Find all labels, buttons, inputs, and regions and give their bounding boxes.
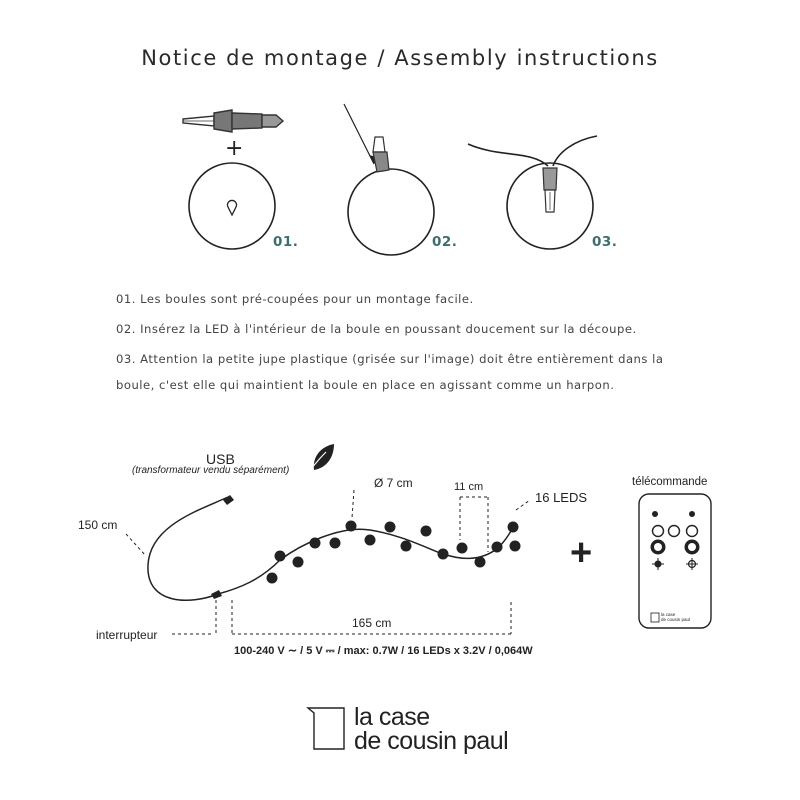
arrow-icon <box>344 104 374 164</box>
led-8 <box>385 522 396 533</box>
spacing-label: 11 cm <box>454 481 484 493</box>
led-4 <box>310 538 321 549</box>
remote-label: télécommande <box>632 476 708 488</box>
led-inside-icon <box>543 168 557 212</box>
usb-label: USB <box>206 451 235 467</box>
led-plug-icon <box>183 110 283 132</box>
brand-logo-icon <box>308 708 344 749</box>
led-10 <box>421 526 432 537</box>
diameter-leader <box>352 490 354 518</box>
led-9 <box>401 541 412 552</box>
brand-line-1: la case <box>354 703 430 731</box>
remote-logo-line1: la case <box>661 612 676 617</box>
diameter-label: Ø 7 cm <box>374 476 413 490</box>
switch-icon <box>211 590 222 599</box>
instruction-1: 01. Les boules sont pré-coupées pour un montage facile. <box>116 292 474 306</box>
leaf-icon <box>305 444 334 478</box>
led-1 <box>267 573 278 584</box>
usb-note: (transformateur vendu séparément) <box>132 465 290 476</box>
led-15 <box>508 522 519 533</box>
led-3 <box>293 557 304 568</box>
remote-logo <box>661 612 690 622</box>
specs-label: 100-240 V ∼ / 5 V ⎓ / max: 0.7W / 16 LEDs x 3.2V / 0,064W <box>234 645 533 657</box>
switch-label: interrupteur <box>96 628 158 642</box>
led-11 <box>438 549 449 560</box>
remote-icon <box>639 494 711 628</box>
remote-logo-line2: de cousin paul <box>661 617 691 622</box>
led-13 <box>475 557 486 568</box>
led-16 <box>510 541 521 552</box>
wire-left <box>468 144 548 166</box>
ball-circle-1 <box>189 163 275 249</box>
string-length-label: 165 cm <box>352 616 392 630</box>
led-5 <box>330 538 341 549</box>
usb-cable <box>148 497 228 600</box>
instruction-3: 03. Attention la petite jupe plastique (grisée sur l'image) doit être entièrement dans la <box>116 352 664 366</box>
ball-circle-2 <box>348 169 434 255</box>
pre-cut-icon <box>228 200 237 215</box>
led-insert-icon <box>373 137 389 172</box>
leds-leader <box>516 500 530 510</box>
led-6 <box>346 521 357 532</box>
wire-right <box>553 136 597 166</box>
cable-length-leader <box>126 534 146 556</box>
instruction-2: 02. Insérez la LED à l'intérieur de la boule en poussant doucement sur la découpe. <box>116 322 637 336</box>
brand-line-2: de cousin paul <box>354 727 509 755</box>
step-3-label: 03. <box>592 234 618 250</box>
step-2-label: 02. <box>432 234 458 250</box>
led-2 <box>275 551 286 562</box>
led-12 <box>457 543 468 554</box>
plus-sign-2: + <box>570 532 593 574</box>
led-7 <box>365 535 376 546</box>
instruction-3-cont: boule, c'est elle qui maintient la boule en place en agissant comme un harpon. <box>116 378 615 392</box>
step-1-label: 01. <box>273 234 299 250</box>
string-wire <box>218 525 514 594</box>
led-14 <box>492 542 503 553</box>
led-count-label: 16 LEDS <box>535 490 588 505</box>
usb-plug-icon <box>223 495 234 505</box>
cable-length-label: 150 cm <box>78 518 118 532</box>
plus-sign: + <box>225 136 244 161</box>
page-title: Notice de montage / Assembly instructions <box>141 46 659 70</box>
